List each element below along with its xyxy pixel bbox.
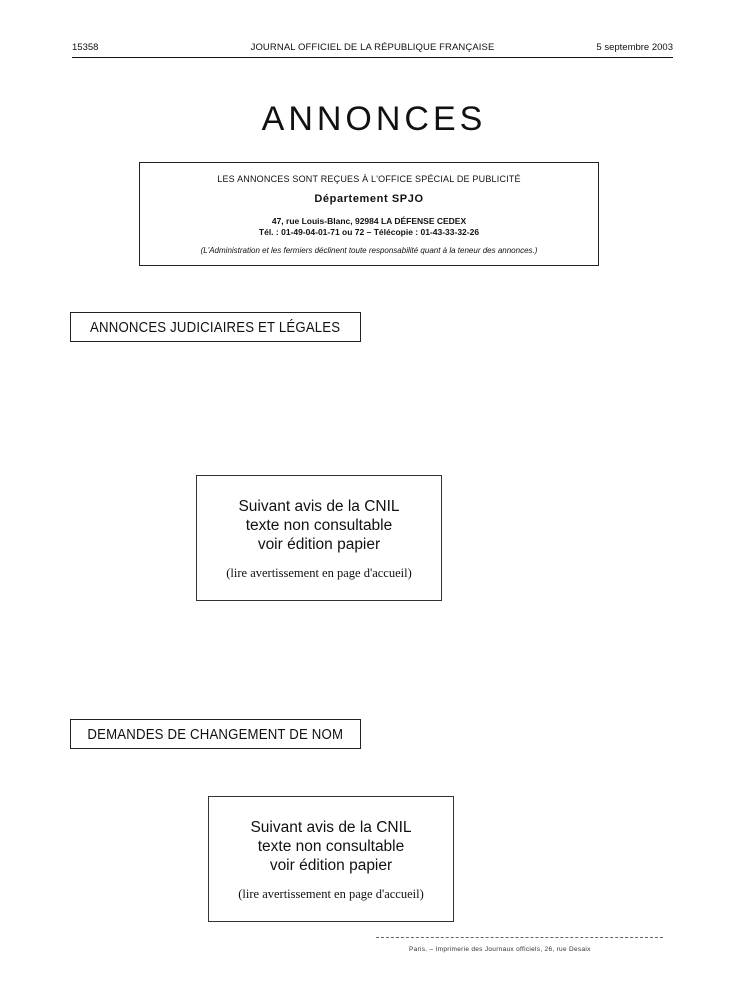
info-address: 47, rue Louis-Blanc, 92984 LA DÉFENSE CEDEX xyxy=(271,216,467,226)
cnil-note: (lire avertissement en page d'accueil) xyxy=(238,887,424,901)
cnil-notice-box xyxy=(196,475,442,601)
cnil-line-3: voir édition papier xyxy=(257,536,381,553)
printer-imprint: Paris. – Imprimerie des Journaux officiels, 26, rue Desaix xyxy=(409,946,591,953)
info-department: Département SPJO xyxy=(314,193,424,205)
journal-title: JOURNAL OFFICIEL DE LA RÉPUBLIQUE FRANÇAISE xyxy=(250,42,495,53)
footer-rule xyxy=(376,937,663,938)
section-heading-judiciaires xyxy=(70,312,361,342)
publication-date: 5 septembre 2003 xyxy=(596,42,673,53)
info-box xyxy=(139,162,599,266)
cnil-line-1: Suivant avis de la CNIL xyxy=(238,498,400,515)
info-phone: Tél. : 01-49-04-01-71 ou 72 – Télécopie : 01-43-33-32-26 xyxy=(258,227,480,237)
section-heading-changement-nom xyxy=(70,719,361,749)
cnil-line-3: voir édition papier xyxy=(269,857,393,874)
section-heading-label: DEMANDES DE CHANGEMENT DE NOM xyxy=(87,725,344,743)
info-intro: LES ANNONCES SONT REÇUES À L'OFFICE SPÉCIAL DE PUBLICITÉ xyxy=(217,174,521,184)
page-number: 15358 xyxy=(72,42,99,53)
info-disclaimer: (L'Administration et les fermiers déclinent toute responsabilité quant à la teneur des annonces.) xyxy=(200,246,538,255)
cnil-line-2: texte non consultable xyxy=(245,517,393,534)
page-title: ANNONCES xyxy=(261,100,487,138)
header-rule xyxy=(72,57,673,58)
section-heading-label: ANNONCES JUDICIAIRES ET LÉGALES xyxy=(90,318,341,336)
cnil-line-1: Suivant avis de la CNIL xyxy=(250,819,412,836)
cnil-notice-box xyxy=(208,796,454,922)
cnil-note: (lire avertissement en page d'accueil) xyxy=(226,566,412,580)
cnil-line-2: texte non consultable xyxy=(257,838,405,855)
